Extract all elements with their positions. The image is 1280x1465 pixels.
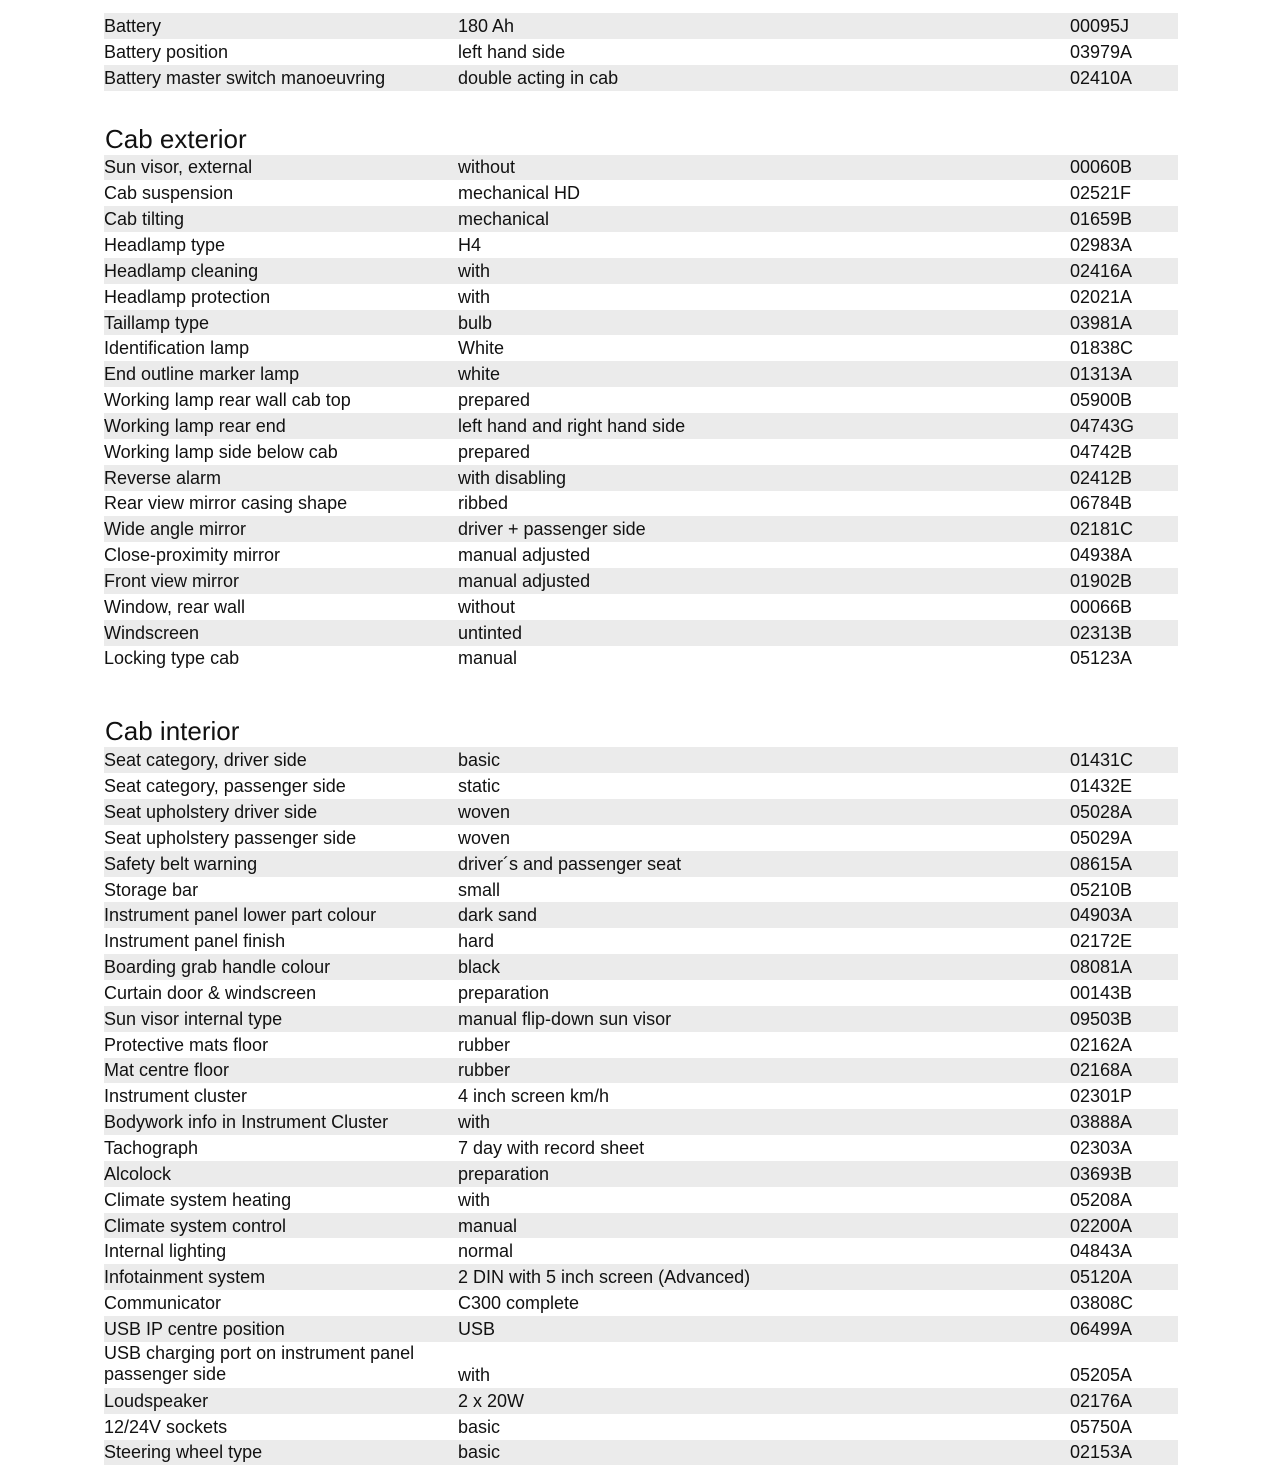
spec-row: [104, 335, 1178, 361]
spec-row: [104, 1109, 1178, 1135]
spec-name: Front view mirror: [104, 571, 458, 591]
spec-code: 05123A: [1070, 648, 1178, 668]
spec-value: basic: [458, 1417, 1070, 1437]
spec-code: 02168A: [1070, 1060, 1178, 1080]
spec-code: 04938A: [1070, 545, 1178, 565]
spec-row: [104, 620, 1178, 646]
spec-code: 03981A: [1070, 313, 1178, 333]
spec-value: preparation: [458, 1164, 1070, 1184]
spec-value: with: [458, 1112, 1070, 1132]
spec-code: 02176A: [1070, 1391, 1178, 1411]
spec-row: [104, 439, 1178, 465]
spec-name: Headlamp protection: [104, 287, 458, 307]
spec-name: Identification lamp: [104, 338, 458, 358]
spec-row: [104, 39, 1178, 65]
spec-value: rubber: [458, 1035, 1070, 1055]
spec-value: driver + passenger side: [458, 519, 1070, 539]
spec-name: Boarding grab handle colour: [104, 957, 458, 977]
spec-code: 04903A: [1070, 905, 1178, 925]
spec-row: [104, 1238, 1178, 1264]
spec-value: static: [458, 776, 1070, 796]
spec-code: 02303A: [1070, 1138, 1178, 1158]
spec-value: woven: [458, 802, 1070, 822]
spec-row: [104, 799, 1178, 825]
spec-name: Battery position: [104, 42, 458, 62]
battery-table: [104, 13, 1178, 91]
spec-row: [104, 594, 1178, 620]
spec-value: prepared: [458, 442, 1070, 462]
spec-value: small: [458, 880, 1070, 900]
spec-row: [104, 646, 1178, 672]
spec-code: 04742B: [1070, 442, 1178, 462]
spec-name: Loudspeaker: [104, 1391, 458, 1411]
spec-code: 01313A: [1070, 364, 1178, 384]
spec-value: with: [458, 261, 1070, 281]
spec-value: 2 DIN with 5 inch screen (Advanced): [458, 1267, 1070, 1287]
spec-code: 05900B: [1070, 390, 1178, 410]
spec-row: [104, 928, 1178, 954]
spec-code: 00095J: [1070, 16, 1178, 36]
spec-code: 04843A: [1070, 1241, 1178, 1261]
spec-value: left hand and right hand side: [458, 416, 1070, 436]
spec-value: H4: [458, 235, 1070, 255]
spec-name: USB charging port on instrument panel passenger side: [104, 1343, 458, 1385]
spec-value: with: [458, 1190, 1070, 1210]
spec-name: Climate system heating: [104, 1190, 458, 1210]
spec-row: [104, 902, 1178, 928]
spec-value: manual flip-down sun visor: [458, 1009, 1070, 1029]
spec-value: 7 day with record sheet: [458, 1138, 1070, 1158]
spec-code: 09503B: [1070, 1009, 1178, 1029]
spec-code: 06499A: [1070, 1319, 1178, 1339]
spec-value: hard: [458, 931, 1070, 951]
spec-code: 05210B: [1070, 880, 1178, 900]
spec-row: [104, 1213, 1178, 1239]
spec-name: Storage bar: [104, 880, 458, 900]
spec-name: Seat upholstery passenger side: [104, 828, 458, 848]
spec-name: Seat category, passenger side: [104, 776, 458, 796]
spec-row: [104, 825, 1178, 851]
spec-value: 4 inch screen km/h: [458, 1086, 1070, 1106]
spec-name: Reverse alarm: [104, 468, 458, 488]
spec-row: [104, 1006, 1178, 1032]
spec-name: Seat upholstery driver side: [104, 802, 458, 822]
spec-code: 00060B: [1070, 157, 1178, 177]
spec-row: [104, 310, 1178, 336]
spec-value: untinted: [458, 623, 1070, 643]
spec-code: 00066B: [1070, 597, 1178, 617]
spec-name: Working lamp rear end: [104, 416, 458, 436]
spec-row: [104, 1316, 1178, 1342]
spec-row: [104, 155, 1178, 181]
spec-row: [104, 206, 1178, 232]
spec-name: Curtain door & windscreen: [104, 983, 458, 1003]
spec-row: [104, 1161, 1178, 1187]
spec-code: 03808C: [1070, 1293, 1178, 1313]
spec-value: with: [458, 1365, 1070, 1385]
spec-value: white: [458, 364, 1070, 384]
spec-code: 05028A: [1070, 802, 1178, 822]
spec-name: Instrument panel lower part colour: [104, 905, 458, 925]
spec-code: 02021A: [1070, 287, 1178, 307]
spec-code: 02521F: [1070, 183, 1178, 203]
spec-code: 02412B: [1070, 468, 1178, 488]
spec-name: Tachograph: [104, 1138, 458, 1158]
spec-name: Protective mats floor: [104, 1035, 458, 1055]
spec-code: 03693B: [1070, 1164, 1178, 1184]
spec-row: [104, 13, 1178, 39]
section-heading-cab-interior: Cab interior: [105, 716, 1280, 746]
spec-row: [104, 65, 1178, 91]
spec-name: Instrument panel finish: [104, 931, 458, 951]
spec-code: 03979A: [1070, 42, 1178, 62]
spec-value: bulb: [458, 313, 1070, 333]
spec-value: mechanical: [458, 209, 1070, 229]
spec-name: Working lamp rear wall cab top: [104, 390, 458, 410]
spec-code: 05120A: [1070, 1267, 1178, 1287]
spec-row: [104, 1388, 1178, 1414]
spec-name: Windscreen: [104, 623, 458, 643]
spec-name: Battery master switch manoeuvring: [104, 68, 458, 88]
spec-row: [104, 1187, 1178, 1213]
spec-name: Infotainment system: [104, 1267, 458, 1287]
spec-code: 02200A: [1070, 1216, 1178, 1236]
section-heading-cab-exterior: Cab exterior: [105, 124, 1280, 154]
spec-name: Wide angle mirror: [104, 519, 458, 539]
spec-value: black: [458, 957, 1070, 977]
spec-value: basic: [458, 1442, 1070, 1462]
spec-value: ribbed: [458, 493, 1070, 513]
spec-name: Climate system control: [104, 1216, 458, 1236]
spec-name: Cab suspension: [104, 183, 458, 203]
spec-name: 12/24V sockets: [104, 1417, 458, 1437]
spec-row: [104, 387, 1178, 413]
spec-code: 05205A: [1070, 1365, 1178, 1385]
spec-value: rubber: [458, 1060, 1070, 1080]
spec-value: manual: [458, 1216, 1070, 1236]
spec-value: without: [458, 157, 1070, 177]
spec-row: [104, 568, 1178, 594]
spec-code: 06784B: [1070, 493, 1178, 513]
spec-row: [104, 491, 1178, 517]
spec-name: Close-proximity mirror: [104, 545, 458, 565]
spec-row: [104, 773, 1178, 799]
spec-value: USB: [458, 1319, 1070, 1339]
spec-name: Instrument cluster: [104, 1086, 458, 1106]
spec-code: 02983A: [1070, 235, 1178, 255]
spec-code: 08081A: [1070, 957, 1178, 977]
spec-row: [104, 1058, 1178, 1084]
spec-name: Sun visor, external: [104, 157, 458, 177]
spec-value: dark sand: [458, 905, 1070, 925]
spec-row: [104, 980, 1178, 1006]
spec-code: 01432E: [1070, 776, 1178, 796]
spec-row: [104, 877, 1178, 903]
spec-row: [104, 1414, 1178, 1440]
spec-code: 02416A: [1070, 261, 1178, 281]
spec-code: 05750A: [1070, 1417, 1178, 1437]
spec-name: End outline marker lamp: [104, 364, 458, 384]
spec-row: [104, 1342, 1178, 1388]
spec-code: 03888A: [1070, 1112, 1178, 1132]
spec-code: 02410A: [1070, 68, 1178, 88]
spec-row: [104, 1135, 1178, 1161]
spec-code: 02181C: [1070, 519, 1178, 539]
spec-row: [104, 180, 1178, 206]
spec-name: Taillamp type: [104, 313, 458, 333]
spec-row: [104, 361, 1178, 387]
spec-name: Communicator: [104, 1293, 458, 1313]
spec-value: manual adjusted: [458, 571, 1070, 591]
spec-code: 02301P: [1070, 1086, 1178, 1106]
cab-interior-table: [104, 747, 1178, 1465]
spec-row: [104, 542, 1178, 568]
spec-name: Steering wheel type: [104, 1442, 458, 1462]
spec-row: [104, 232, 1178, 258]
spec-code: 01431C: [1070, 750, 1178, 770]
spec-value: driver´s and passenger seat: [458, 854, 1070, 874]
spec-row: [104, 747, 1178, 773]
spec-value: 180 Ah: [458, 16, 1070, 36]
spec-name: Window, rear wall: [104, 597, 458, 617]
spec-row: [104, 413, 1178, 439]
spec-value: C300 complete: [458, 1293, 1070, 1313]
cab-exterior-table: [104, 155, 1178, 672]
spec-name: Safety belt warning: [104, 854, 458, 874]
spec-row: [104, 1083, 1178, 1109]
spec-code: 08615A: [1070, 854, 1178, 874]
spec-value: basic: [458, 750, 1070, 770]
spec-code: 01902B: [1070, 571, 1178, 591]
spec-row: [104, 851, 1178, 877]
spec-code: 02172E: [1070, 931, 1178, 951]
spec-value: left hand side: [458, 42, 1070, 62]
spec-name: Internal lighting: [104, 1241, 458, 1261]
spec-value: manual adjusted: [458, 545, 1070, 565]
spec-name: Seat category, driver side: [104, 750, 458, 770]
spec-value: with: [458, 287, 1070, 307]
spec-row: [104, 954, 1178, 980]
spec-name: Sun visor internal type: [104, 1009, 458, 1029]
spec-name: Mat centre floor: [104, 1060, 458, 1080]
spec-value: with disabling: [458, 468, 1070, 488]
spec-row: [104, 465, 1178, 491]
spec-code: 02313B: [1070, 623, 1178, 643]
spec-value: double acting in cab: [458, 68, 1070, 88]
spec-row: [104, 284, 1178, 310]
spec-code: 05208A: [1070, 1190, 1178, 1210]
spec-name: Alcolock: [104, 1164, 458, 1184]
spec-name: Cab tilting: [104, 209, 458, 229]
spec-row: [104, 1440, 1178, 1465]
spec-code: 00143B: [1070, 983, 1178, 1003]
spec-code: 02153A: [1070, 1442, 1178, 1462]
spec-row: [104, 1290, 1178, 1316]
spec-value: normal: [458, 1241, 1070, 1261]
spec-value: mechanical HD: [458, 183, 1070, 203]
spec-code: 01838C: [1070, 338, 1178, 358]
spec-name: Rear view mirror casing shape: [104, 493, 458, 513]
spec-name: USB IP centre position: [104, 1319, 458, 1339]
spec-name: Locking type cab: [104, 648, 458, 668]
spec-value: preparation: [458, 983, 1070, 1003]
spec-value: woven: [458, 828, 1070, 848]
spec-row: [104, 258, 1178, 284]
spec-name: Working lamp side below cab: [104, 442, 458, 462]
spec-name: Bodywork info in Instrument Cluster: [104, 1112, 458, 1132]
spec-code: 01659B: [1070, 209, 1178, 229]
spec-value: without: [458, 597, 1070, 617]
spec-value: White: [458, 338, 1070, 358]
spec-value: prepared: [458, 390, 1070, 410]
spec-value: 2 x 20W: [458, 1391, 1070, 1411]
spec-row: [104, 1264, 1178, 1290]
spec-row: [104, 516, 1178, 542]
spec-name: Headlamp cleaning: [104, 261, 458, 281]
spec-name: Headlamp type: [104, 235, 458, 255]
spec-code: 05029A: [1070, 828, 1178, 848]
spec-code: 02162A: [1070, 1035, 1178, 1055]
spec-name: Battery: [104, 16, 458, 36]
spec-code: 04743G: [1070, 416, 1178, 436]
spec-value: manual: [458, 648, 1070, 668]
spec-row: [104, 1032, 1178, 1058]
